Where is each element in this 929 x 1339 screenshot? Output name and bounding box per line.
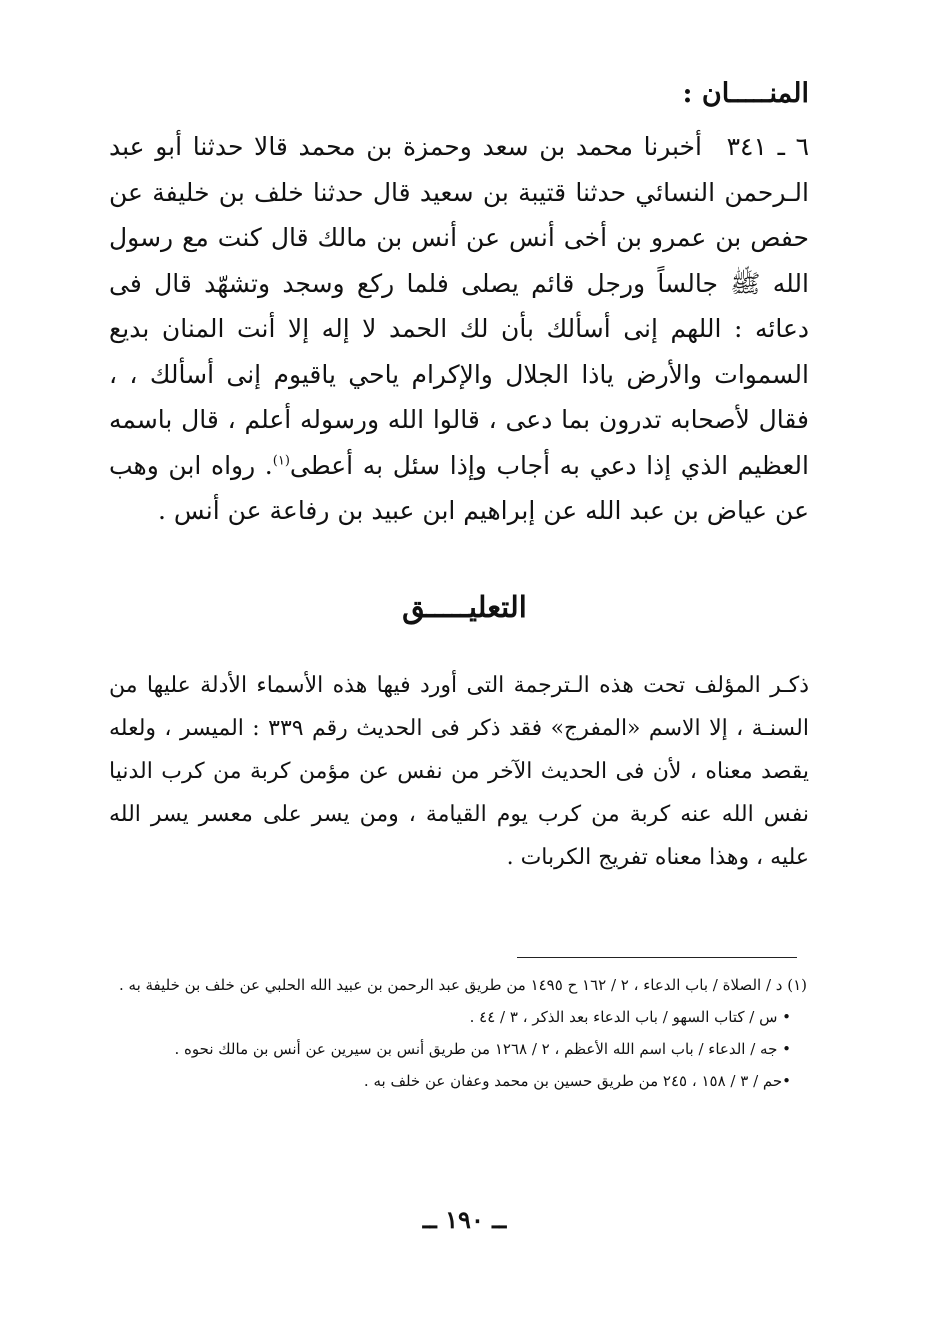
footnote-item: •حم / ٣ / ١٥٨ ، ٢٤٥ من طريق حسين بن محمد وعفان عن خلف به . — [363, 1072, 791, 1090]
footnote-item: (١) د / الصلاة / باب الدعاء ، ٢ / ١٦٢ ح ١٤٩٥ من طريق عبد الرحمن بن عبيد الله الحلبي عن خلف بن خليفة به . — [118, 976, 807, 994]
hadith-number: ٦ ـ ٣٤١ — [726, 132, 809, 161]
commentary-paragraph: ذكـر المؤلف تحت هذه الـترجمة التى أورد فيها هذه الأسماء الأدلة عليها من السنـة ، إلا الاسم «المفرج» فقد ذكر فى الحديث رقم ٣٣٩ : الميسر ، ولعله يقصد معناه ، لأن فى الحديث الآخر من نفس عن مؤمن كربة من كرب الدنيا نفس الله عنه كربة من كرب يوم القيامة ، ومن يسر على معسر يسر الله عليه ، وهذا معناه تفريج الكربات . — [109, 673, 809, 870]
section-title: التعليـــــق — [402, 590, 527, 624]
chapter-heading: المنـــــان : — [682, 78, 809, 109]
footnotes — [107, 970, 807, 1098]
page-number: ــ ١٩٠ ــ — [422, 1205, 507, 1234]
footnote-reference[interactable]: (١) — [272, 453, 290, 469]
hadith-text: أخبرنا محمد بن سعد وحمزة بن محمد قالا حدثنا أبو عبد الـرحمن النسائي حدثنا قتيبة بن سعيد قال حدثنا خلف بن خليفة عن حفص بن عمرو بن أخى أنس عن أنس بن مالك قال كنت مع رسول الله ﷺ جالساً ورجل قائم يصلى فلما ركع وسجد وتشهّد قال فى دعائه : اللهم إنى أسألك بأن لك الحمد لا إله إلا أنت المنان بديع السموات والأرض ياذا الجلال والإكرام ياحي ياقيوم إنى أسألك ، ، فقال لأصحابه تدرون بما دعى ، قالوا الله ورسوله أعلم ، قال باسمه العظيم الذي إذا دعي به أجاب وإذا سئل به أعطى — [109, 132, 809, 480]
footnote-item: • جه / الدعاء / باب اسم الله الأعظم ، ٢ / ١٢٦٨ من طريق أنس بن سيرين عن أنس بن مالك نحوه . — [174, 1040, 791, 1058]
footnote-divider — [517, 957, 797, 958]
hadith-text-end: . رواه ابن وهب عن عياض بن عبد الله عن إبراهيم ابن عبيد بن رفاعة عن أنس . — [109, 450, 809, 525]
footnote-item: • س / كتاب السهو / باب الدعاء بعد الذكر ، ٣ / ٤٤ . — [469, 1008, 791, 1026]
hadith-paragraph — [109, 124, 809, 534]
